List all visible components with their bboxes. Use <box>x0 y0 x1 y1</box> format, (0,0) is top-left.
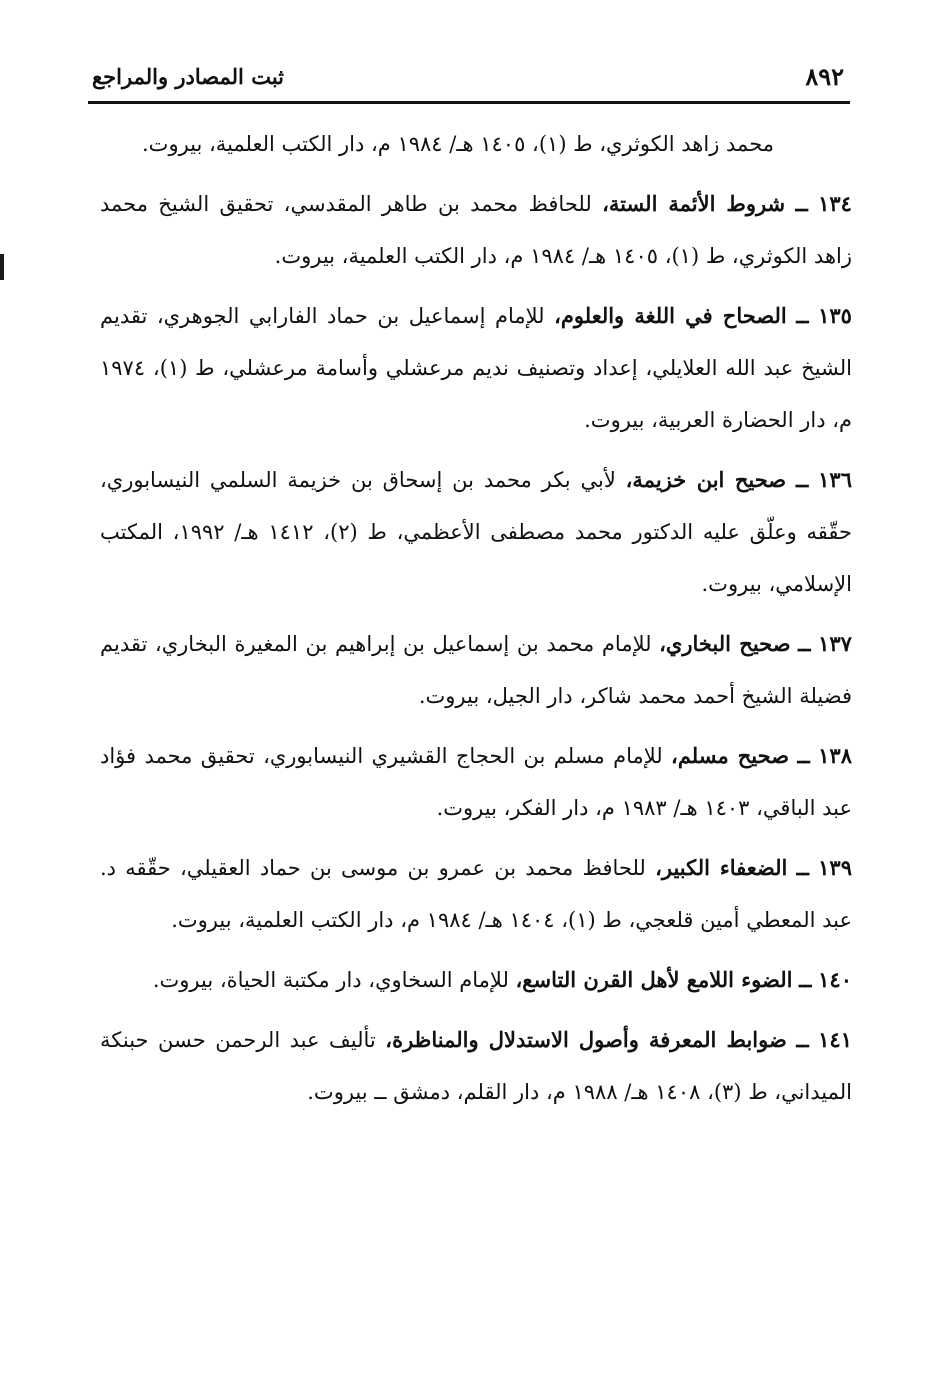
bibliography-entry-135 <box>100 290 852 446</box>
entry-dash: ــ <box>796 855 809 880</box>
entry-dash: ــ <box>799 967 812 992</box>
entry-dash: ــ <box>796 1027 809 1052</box>
entry-dash: ــ <box>795 191 808 216</box>
entry-details: للإمام إسماعيل بن حماد الفارابي الجوهري، تقديم الشيخ عبد الله العلايلي، إعداد وتصنيف نديم مرعشلي وأسامة مرعشلي، ط (١)، ١٩٧٤ م، دار الحضارة العربية، بيروت. <box>100 304 852 432</box>
continuation-text: محمد زاهد الكوثري، ط (١)، ١٤٠٥ هـ/ ١٩٨٤ م، دار الكتب العلمية، بيروت. <box>142 132 774 156</box>
entry-title: ضوابط المعرفة وأصول الاستدلال والمناظرة، <box>385 1027 787 1052</box>
entry-dash: ــ <box>798 631 811 656</box>
entry-dash: ــ <box>795 467 809 492</box>
entry-number: ١٤٠ <box>818 967 852 992</box>
entry-number: ١٣٦ <box>818 467 852 492</box>
bibliography-list <box>100 118 852 1118</box>
entry-details: لأبي بكر محمد بن إسحاق بن خزيمة السلمي النيسابوري، حقّقه وعلّق عليه الدكتور محمد مصطفى الأعظمي، ط (٢)، ١٤١٢ هـ/ ١٩٩٢، المكتب الإسلامي، بيروت. <box>100 468 853 596</box>
entry-number: ١٣٥ <box>818 303 852 328</box>
entry-number: ١٣٧ <box>818 631 852 656</box>
header-rule <box>88 101 850 104</box>
entry-details: للحافظ محمد بن طاهر المقدسي، تحقيق الشيخ محمد زاهد الكوثري، ط (١)، ١٤٠٥ هـ/ ١٩٨٤ م، دار الكتب العلمية، بيروت. <box>100 192 852 268</box>
entry-title: الصحاح في اللغة والعلوم، <box>554 303 787 328</box>
page-header <box>88 58 850 102</box>
entry-number: ١٤١ <box>818 1027 852 1052</box>
entry-title: صحيح البخاري، <box>659 631 791 656</box>
bibliography-entry-137 <box>100 618 852 722</box>
entry-dash: ــ <box>797 743 810 768</box>
entry-title: الضوء اللامع لأهل القرن التاسع، <box>515 967 793 992</box>
scan-edge-mark <box>0 254 4 280</box>
entry-number: ١٣٩ <box>818 855 852 880</box>
entry-title: الضعفاء الكبير، <box>655 855 788 880</box>
entry-details: للحافظ محمد بن عمرو بن موسى بن حماد العقيلي، حقّقه د. عبد المعطي أمين قلعجي، ط (١)، ١٤٠٤ هـ/ ١٩٨٤ م، دار الكتب العلمية، بيروت. <box>100 856 852 932</box>
page-number: ٨٩٢ <box>805 62 844 91</box>
entry-title: شروط الأئمة الستة، <box>602 191 786 216</box>
entry-details: للإمام محمد بن إسماعيل بن إبراهيم بن المغيرة البخاري، تقديم فضيلة الشيخ أحمد محمد شاكر، دار الجيل، بيروت. <box>100 632 852 708</box>
entry-title: صحيح مسلم، <box>671 743 790 768</box>
bibliography-entry-136 <box>100 454 852 610</box>
entry-details: للإمام السخاوي، دار مكتبة الحياة، بيروت. <box>152 968 509 992</box>
bibliography-entry-134 <box>100 178 852 282</box>
entry-number: ١٣٤ <box>818 191 852 216</box>
entry-number: ١٣٨ <box>818 743 852 768</box>
entry-dash: ــ <box>796 303 809 328</box>
entry-details: للإمام مسلم بن الحجاج القشيري النيسابوري، تحقيق محمد فؤاد عبد الباقي، ١٤٠٣ هـ/ ١٩٨٣ م، دار الفكر، بيروت. <box>100 744 852 820</box>
running-title: ثبت المصادر والمراجع <box>92 64 284 89</box>
bibliography-entry-140 <box>100 954 852 1006</box>
bibliography-entry-139 <box>100 842 852 946</box>
entry-details: تأليف عبد الرحمن حسن حبنكة الميداني، ط (٣)، ١٤٠٨ هـ/ ١٩٨٨ م، دار القلم، دمشق ــ بيروت. <box>100 1028 852 1104</box>
bibliography-entry-138 <box>100 730 852 834</box>
entry-title: صحيح ابن خزيمة، <box>625 467 787 492</box>
bibliography-entry-141 <box>100 1014 852 1118</box>
